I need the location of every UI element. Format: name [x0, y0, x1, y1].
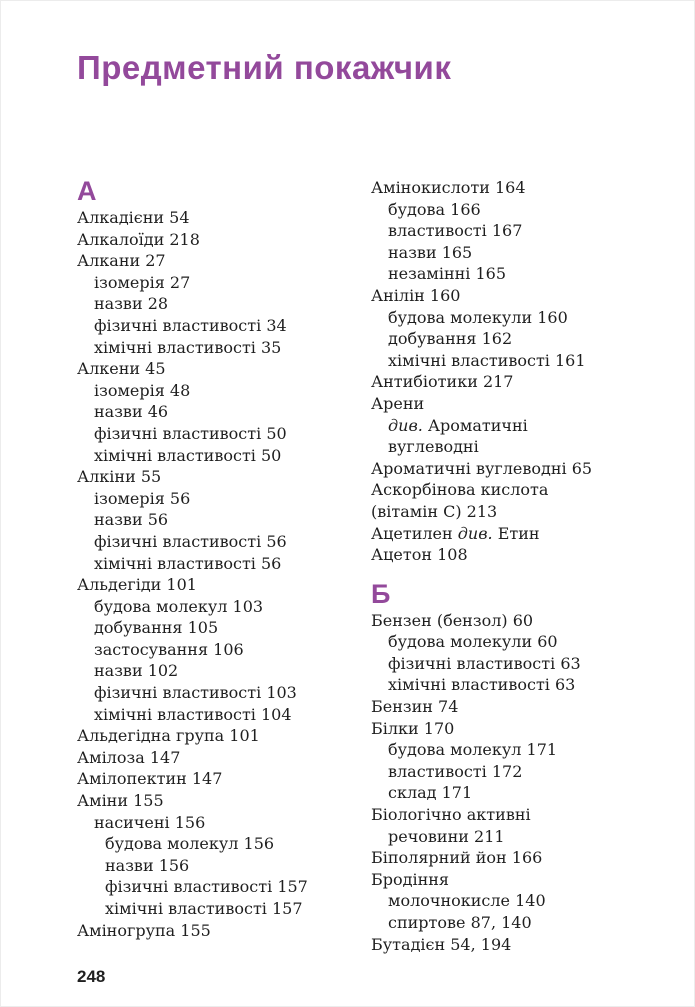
index-entry: Ароматичні вуглеводні 65 [371, 458, 593, 478]
page-title: Предметний покажчик [77, 49, 452, 86]
index-entry: спиртове 87, 140 [388, 913, 532, 932]
index-entry: ізомерія 27 [94, 272, 191, 292]
index-entry: будова молекули 60 [388, 632, 558, 652]
index-entry: Алкадієни 54 [77, 208, 190, 227]
index-entry: Алкалоїди 218 [77, 229, 200, 249]
index-entry: Альдегіди 101 [77, 575, 197, 595]
index-entry: Альдегідна група 101 [77, 726, 260, 746]
index-entry: Алкени 45 [77, 359, 166, 379]
index-entry: застосування 106 [94, 639, 244, 659]
page-number: 248 [77, 967, 106, 986]
index-entry: Антибіотики 217 [371, 372, 514, 392]
index-entry: Аміни 155 [77, 791, 164, 811]
index-entry: Арени [371, 393, 425, 413]
index-entry: склад 171 [388, 783, 473, 803]
index-entry: властивості 172 [388, 761, 523, 781]
index-entry: назви 56 [94, 510, 169, 530]
index-entry: хімічні властивості 104 [94, 704, 292, 724]
index-entry: хімічні властивості 35 [94, 337, 282, 357]
index-entry: молочнокисле 140 [388, 891, 546, 911]
index-entry: добування 105 [94, 618, 219, 638]
index-entry: назви 102 [94, 661, 179, 681]
index-entry: Амілопектин 147 [77, 769, 223, 789]
index-entry: фізичні властивості 50 [94, 423, 287, 443]
index-entry: Аскорбінова кислота [371, 480, 549, 500]
index-entry: хімічні властивості 63 [388, 675, 576, 695]
index-entry: ізомерія 56 [94, 488, 191, 508]
index-columns [77, 177, 667, 955]
index-entry: Бензин 74 [371, 697, 459, 717]
index-entry: будова молекул 103 [94, 596, 264, 616]
index-entry: будова молекул 156 [105, 834, 275, 854]
index-entry: будова 166 [388, 199, 481, 219]
index-entry: незамінні 165 [388, 264, 507, 284]
index-column-left [77, 177, 371, 955]
index-entry: вуглеводні [388, 437, 479, 457]
index-entry: Амілоза 147 [77, 747, 181, 767]
index-entry: Біологічно активні [371, 805, 531, 825]
index-entry: добування 162 [388, 329, 513, 349]
letter-header: А [77, 176, 97, 206]
index-entry: Алкіни 55 [77, 467, 162, 487]
index-column-right [371, 177, 667, 955]
index-entry: Біполярний йон 166 [371, 848, 543, 868]
index-entry: див. Ароматичні [388, 415, 528, 435]
index-entry: Ацетон 108 [371, 545, 468, 565]
index-entry: властивості 167 [388, 221, 523, 241]
index-entry: назви 28 [94, 294, 169, 314]
index-entry: фізичні властивості 157 [105, 877, 308, 897]
index-entry: Анілін 160 [371, 285, 461, 305]
index-entry: фізичні властивості 34 [94, 315, 287, 335]
index-entry: Ацетилен див. Етин [371, 523, 540, 543]
index-entry: Аміногрупа 155 [77, 920, 211, 940]
index-entry: фізичні властивості 56 [94, 531, 287, 551]
index-entry: ізомерія 48 [94, 380, 191, 400]
index-entry: назви 46 [94, 402, 169, 422]
index-entry: назви 156 [105, 855, 190, 875]
index-entry: Алкани 27 [77, 251, 166, 271]
index-entry: будова молекул 171 [388, 740, 558, 760]
index-entry: Білки 170 [371, 718, 455, 738]
index-entry: насичені 156 [94, 812, 206, 832]
index-entry: Бензен (бензол) 60 [371, 610, 534, 630]
index-entry: будова молекули 160 [388, 307, 568, 327]
index-entry: Бродіння [371, 869, 450, 889]
index-entry: хімічні властивості 50 [94, 445, 282, 465]
index-entry: Амінокислоти 164 [371, 178, 526, 197]
index-entry: (вітамін С) 213 [371, 501, 498, 521]
index-entry: хімічні властивості 56 [94, 553, 282, 573]
letter-header: Б [371, 578, 391, 609]
index-entry: Бутадієн 54, 194 [371, 934, 512, 954]
index-entry: хімічні властивості 161 [388, 350, 586, 370]
index-entry: фізичні властивості 63 [388, 653, 581, 673]
index-entry: хімічні властивості 157 [105, 899, 303, 918]
index-entry: речовини 211 [388, 826, 505, 846]
index-entry: фізичні властивості 103 [94, 683, 297, 703]
index-entry: назви 165 [388, 242, 473, 262]
